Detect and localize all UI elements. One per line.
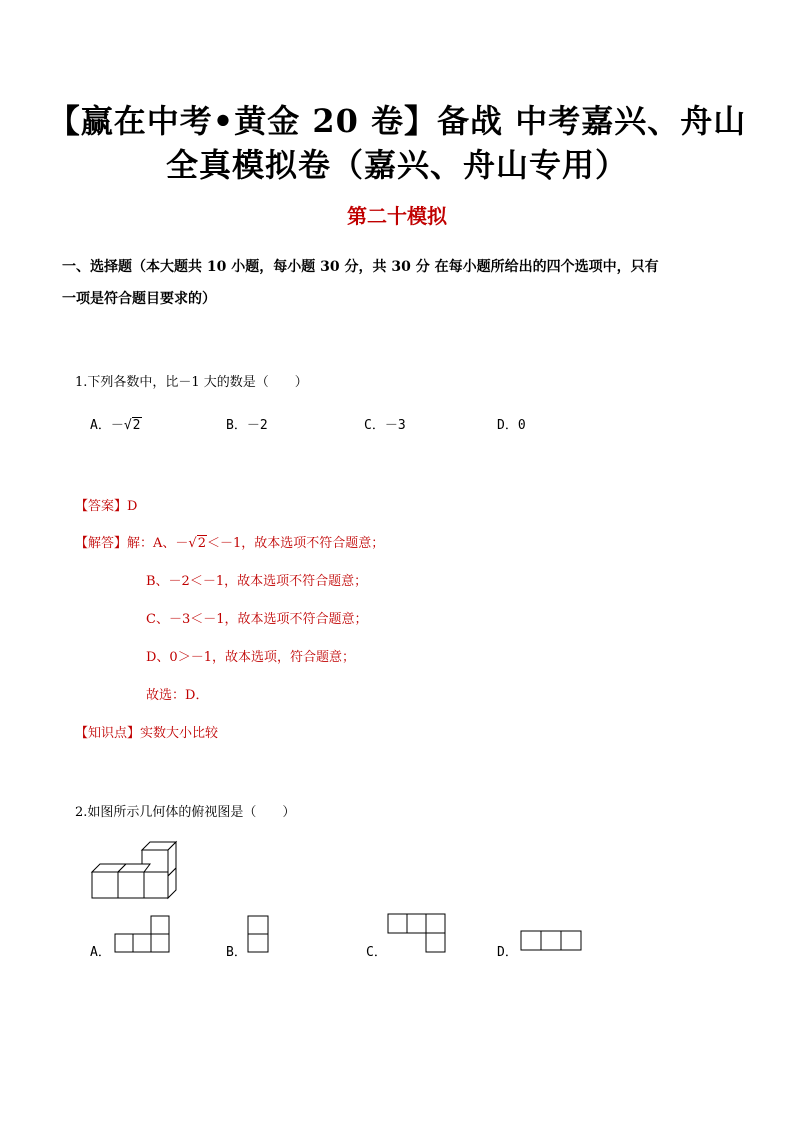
q1-option-a-radicand: 2	[132, 418, 141, 433]
page-title-line1: 【赢在中考•黄金 20 卷】备战 中考嘉兴、舟山	[47, 102, 747, 140]
page-subtitle: 第二十模拟	[347, 204, 447, 228]
answer-value: D	[127, 499, 138, 514]
q1-answer	[75, 495, 137, 514]
analysis-a-pre: A、－	[153, 536, 189, 551]
q1-option-b: B．－2	[226, 418, 268, 433]
conclusion-pre: 故选：	[146, 688, 186, 703]
q2-option-d-figure	[519, 929, 585, 953]
section-heading-line1: 一、选择题（本大题共 10 小题，每小题 30 分，共 30 分 在每小题所给出的四个选项中，只有	[62, 259, 659, 275]
q1-analysis-line-c: C、－3＜－1，故本选项不符合题意；	[146, 612, 368, 627]
q1-stem: 1.下列各数中，比－1 大的数是（ ）	[75, 375, 308, 390]
analysis-a-post: ＜－1，故本选项不符合题意；	[207, 536, 385, 551]
knowledge-value: 实数大小比较	[140, 726, 219, 741]
q2-option-c-label: C．	[366, 945, 387, 960]
q1-knowledge-point	[75, 722, 218, 741]
q2-option-a-label: A．	[90, 945, 111, 960]
q1-analysis-line-b: B、－2＜－1，故本选项不符合题意；	[146, 574, 368, 589]
analysis-tag: 【解答】	[75, 536, 128, 551]
analysis-lead: 解：	[127, 536, 154, 551]
q1-option-a	[90, 414, 142, 433]
section-heading-line2: 一项是符合题目要求的）	[62, 291, 216, 307]
sqrt-symbol: √2	[188, 536, 206, 551]
q1-analysis-line-a	[75, 532, 384, 551]
q2-option-d-label: D．	[497, 945, 518, 960]
knowledge-tag: 【知识点】	[75, 726, 141, 741]
q1-option-a-prefix: －	[110, 418, 124, 433]
page-title-line2: 全真模拟卷（嘉兴、舟山专用）	[165, 146, 628, 184]
q2-option-b-label: B．	[226, 945, 247, 960]
q2-solid-figure	[88, 838, 180, 900]
q2-option-b-figure	[246, 914, 272, 954]
q1-option-c: C．－3	[364, 418, 406, 433]
q2-option-a-figure	[113, 914, 173, 954]
answer-tag: 【答案】	[75, 499, 128, 514]
conclusion-value: D．	[185, 688, 209, 703]
q1-analysis-line-d: D、0＞－1，故本选项，符合题意；	[146, 650, 355, 665]
q1-conclusion	[146, 684, 208, 703]
q2-stem: 2.如图所示几何体的俯视图是（ ）	[75, 805, 296, 820]
q2-option-c-figure	[386, 912, 448, 954]
analysis-a-radicand: 2	[197, 536, 206, 551]
sqrt-symbol: √2	[123, 418, 141, 433]
q1-option-d: D．0	[497, 418, 526, 433]
q1-option-a-label: A．	[90, 418, 111, 433]
